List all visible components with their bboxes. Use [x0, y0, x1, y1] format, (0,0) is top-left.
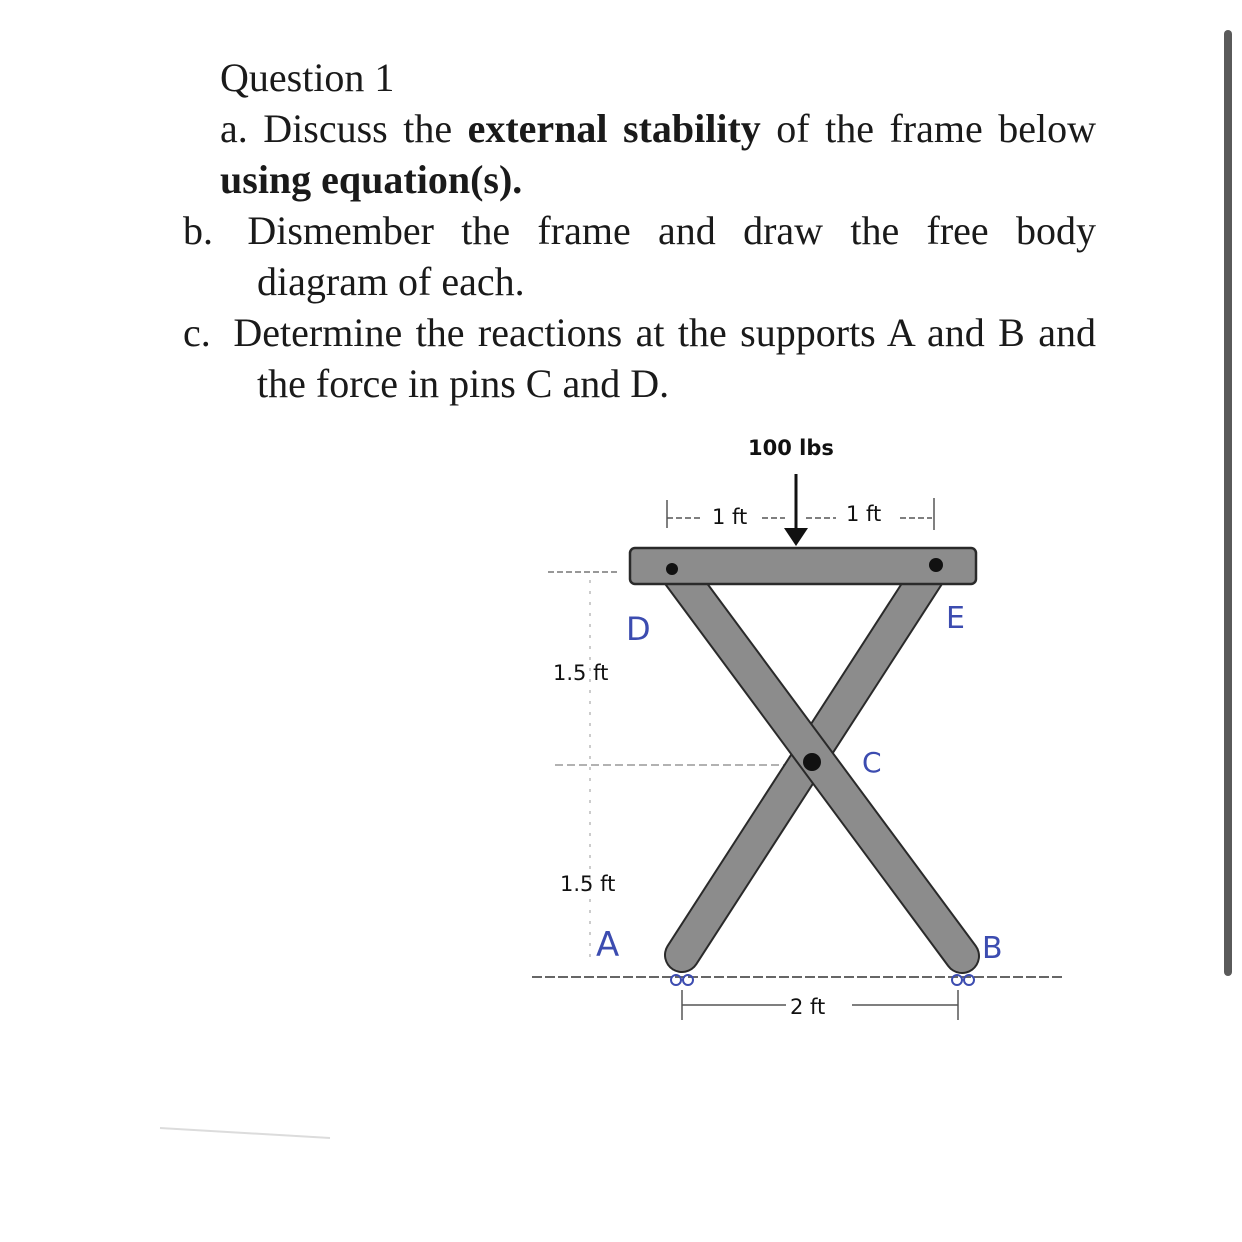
part-a-text-1: Discuss the	[247, 106, 468, 151]
part-a-bold-1: external stability	[467, 106, 761, 151]
load-label: 100 lbs	[748, 436, 834, 460]
pin-e	[929, 558, 943, 572]
label-d: D	[626, 610, 651, 648]
scrollbar[interactable]	[1224, 30, 1232, 976]
question-title: Question 1	[220, 55, 395, 100]
part-a-text-2: of the frame below	[760, 106, 1096, 151]
question-part-c: c. Determine the reactions at the supports A and B and the force in pins C and D.	[183, 310, 1096, 406]
part-b-text: Dismember the frame and draw the free body diagram of each.	[220, 208, 1096, 304]
load-arrow-head	[784, 528, 808, 546]
dim-bottom-label: 2 ft	[790, 995, 826, 1019]
dim-left-upper-label: 1.5 ft	[553, 661, 609, 685]
label-a: A	[596, 925, 620, 965]
dim-top-left-label: 1 ft	[712, 505, 748, 529]
top-member	[630, 548, 976, 584]
label-e: E	[946, 601, 965, 636]
part-a-bold-2: using equation(s).	[220, 157, 523, 202]
label-b: B	[982, 931, 1003, 966]
dim-top-right-label: 1 ft	[846, 502, 882, 526]
label-c: C	[862, 746, 882, 779]
part-c-text: Determine the reactions at the supports A and B and the force in pins C and D.	[220, 310, 1096, 406]
dim-left-lower-label: 1.5 ft	[560, 872, 616, 896]
pin-c	[803, 753, 821, 771]
question-part-b: b. Dismember the frame and draw the free body diagram of each.	[183, 208, 1096, 304]
pin-d	[666, 563, 678, 575]
part-a-letter: a.	[220, 106, 248, 151]
scan-artifact-line	[160, 1128, 330, 1138]
